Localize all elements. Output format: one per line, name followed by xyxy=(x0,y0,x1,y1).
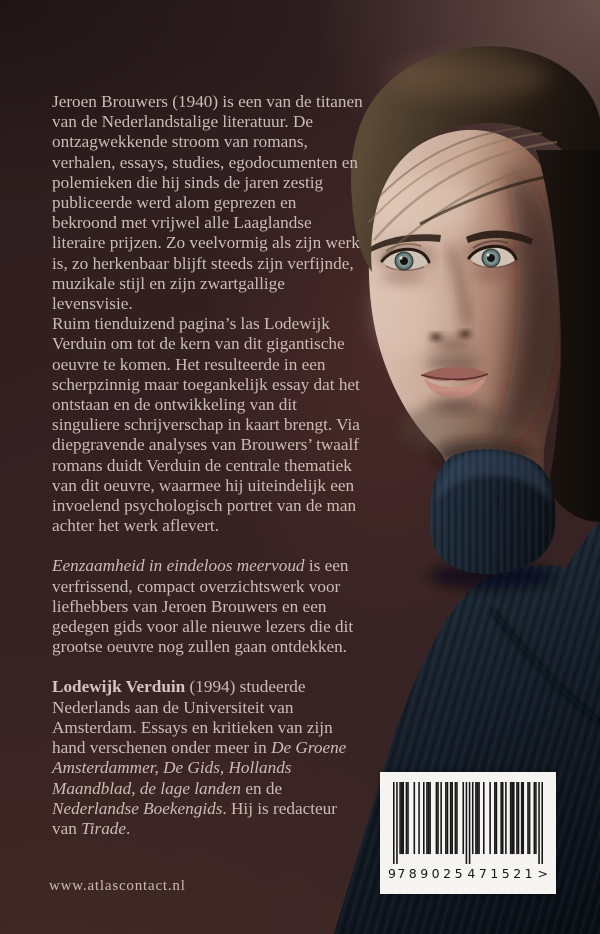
isbn-digit-first: 9 xyxy=(388,865,396,881)
journal-name-italic: Tirade xyxy=(81,818,127,838)
journal-name-italic: Nederlandse Boekengids xyxy=(52,798,223,818)
blurb-paragraph-book-rest: is een verfrissend, compact overzichtswerk voor liefhebbers van Jeroen Brouwers en een gedegen gids voor alle nieuwe lezers die dit grootse oeuvre nog zullen gaan ontdekken. xyxy=(52,556,354,657)
isbn-barcode xyxy=(380,772,556,894)
journal-names-italic: De Groene Amsterdammer, De Gids, Hollands Maandblad, de lage landen xyxy=(52,738,347,798)
bio-text: (1994) studeerde Nederlands aan de Universiteit van Amsterdam. Essays en kritieken van zijn hand verschenen onder meer in xyxy=(52,677,333,758)
turtleneck-collar xyxy=(428,449,556,589)
bio-text: . xyxy=(126,818,131,838)
isbn-digit-group-1: 789025 xyxy=(397,865,467,881)
blurb-paragraph-essay: Ruim tienduizend pagina’s las Lodewijk Verduin om tot de kern van dit gigantische oeuvre te komen. Het resulteerde in een scherpzinnig maar toegankelijk essay dat het ontstaan en de ontwikkeling van dit singuliere schrijverschap in kaart brengt. Via diepgravende analyses van Brouwers’ twaalf romans duidt Verduin de centrale thematiek van dit oeuvre, waarmee hij uiteindelijk een invoelend psychologisch portret van de man achter het werk aflevert. xyxy=(52,314,360,536)
back-cover-blurb xyxy=(52,92,364,839)
publisher-website: www.atlascontact.nl xyxy=(49,878,186,894)
author-name-bold: Lodewijk Verduin xyxy=(52,677,186,697)
bio-text: en de xyxy=(241,778,283,798)
isbn-quiet-zone-indicator: > xyxy=(537,865,548,881)
bio-text: . Hij is redacteur van xyxy=(52,798,337,838)
blurb-paragraph-book xyxy=(52,556,364,657)
blurb-paragraph-author-intro: Jeroen Brouwers (1940) is een van de titanen van de Nederlandstalige literatuur. De ontzagwekkende stroom van romans, verhalen, essays, studies, egodocumenten en polemieken die hij sinds de jaren zestig publiceerde werd alom geprezen en bekroond met vrijwel alle Laaglandse literaire prijzen. Zo veelvormig als zijn werk is, zo herkenbaar blijft steeds zijn verfijnde, muzikale stijl en zijn zwartgallige levensvisie. xyxy=(52,92,363,314)
book-title-italic: Eenzaamheid in eindeloos meervoud xyxy=(52,556,305,576)
portrait-face xyxy=(369,130,566,480)
isbn-digits xyxy=(388,864,548,882)
isbn-digit-group-2: 471521 xyxy=(467,865,537,881)
barcode-bars xyxy=(393,782,543,864)
blurb-paragraph-bio xyxy=(52,677,364,839)
